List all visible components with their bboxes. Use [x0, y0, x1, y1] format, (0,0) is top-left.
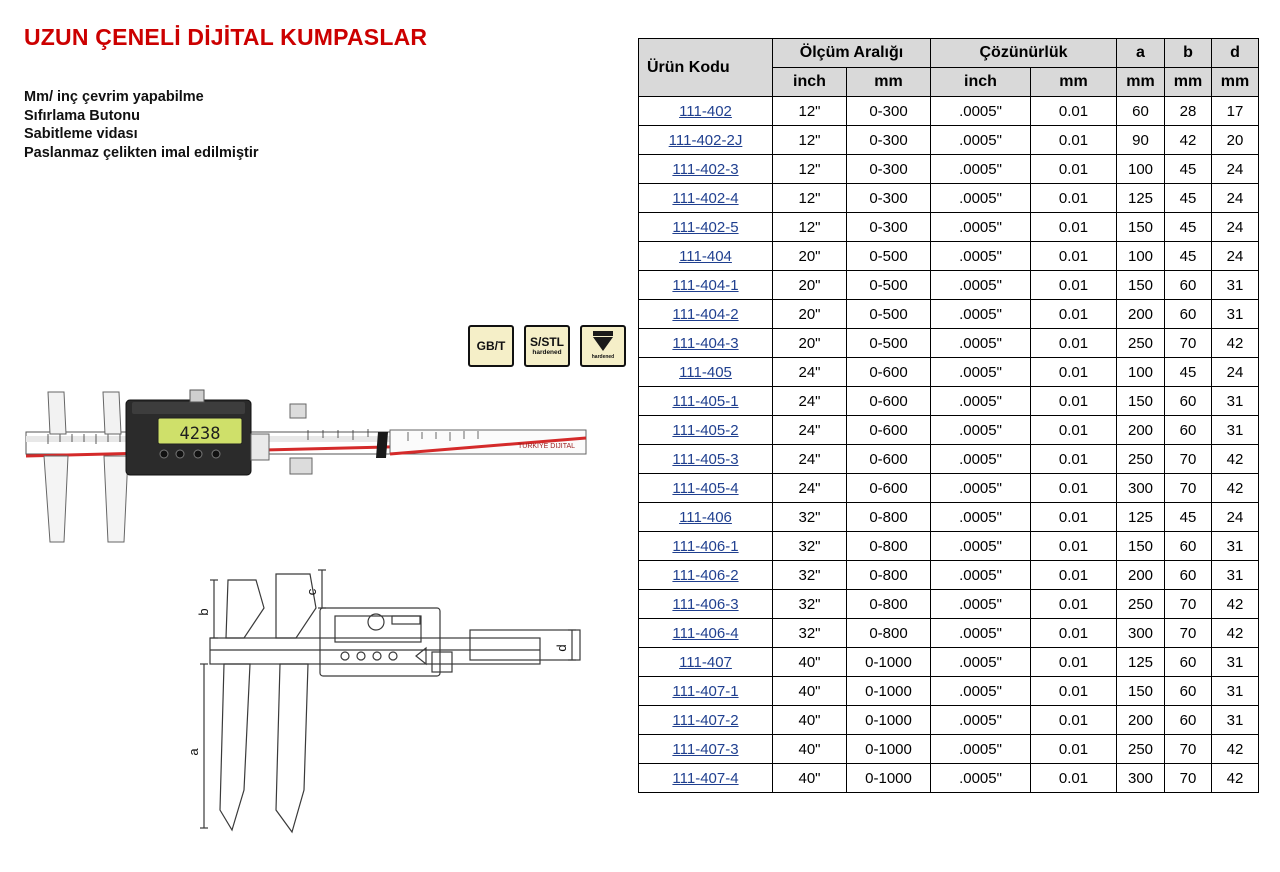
cell-dim-a: 300	[1117, 474, 1165, 503]
cell-dim-d: 42	[1212, 735, 1259, 764]
cell-dim-b: 70	[1165, 764, 1212, 793]
specification-table	[638, 38, 1259, 793]
cell-dim-a: 300	[1117, 764, 1165, 793]
cell-resolution-inch: .0005"	[931, 648, 1031, 677]
cell-dim-b: 60	[1165, 677, 1212, 706]
cell-resolution-inch: .0005"	[931, 242, 1031, 271]
cell-product-code[interactable]: 111-402	[639, 97, 773, 126]
cell-dim-d: 31	[1212, 271, 1259, 300]
cell-product-code[interactable]: 111-407	[639, 648, 773, 677]
cell-dim-d: 24	[1212, 213, 1259, 242]
cell-dim-a: 100	[1117, 155, 1165, 184]
cell-product-code[interactable]: 111-404-1	[639, 271, 773, 300]
cell-dim-a: 200	[1117, 706, 1165, 735]
badge-stainless-label: S/STL	[529, 334, 564, 349]
cell-resolution-inch: .0005"	[931, 619, 1031, 648]
cell-dim-b: 60	[1165, 271, 1212, 300]
cell-range-mm: 0-800	[847, 532, 931, 561]
cell-dim-d: 17	[1212, 97, 1259, 126]
cell-dim-d: 31	[1212, 648, 1259, 677]
cell-range-mm: 0-500	[847, 300, 931, 329]
cell-product-code[interactable]: 111-406-4	[639, 619, 773, 648]
cell-range-inch: 12"	[773, 184, 847, 213]
table-row	[639, 126, 1259, 155]
cell-resolution-mm: 0.01	[1031, 474, 1117, 503]
feature-item: Sıfırlama Butonu	[24, 107, 141, 124]
cell-product-code[interactable]: 111-405-4	[639, 474, 773, 503]
cell-range-inch: 12"	[773, 97, 847, 126]
cell-dim-a: 100	[1117, 242, 1165, 271]
cell-dim-d: 20	[1212, 126, 1259, 155]
badge-stainless-icon	[524, 325, 570, 367]
cell-dim-a: 250	[1117, 329, 1165, 358]
cell-dim-b: 70	[1165, 735, 1212, 764]
cell-dim-a: 200	[1117, 300, 1165, 329]
cell-range-inch: 20"	[773, 242, 847, 271]
cell-dim-d: 24	[1212, 358, 1259, 387]
cell-resolution-inch: .0005"	[931, 590, 1031, 619]
cell-range-inch: 24"	[773, 416, 847, 445]
table-header-row-group	[639, 39, 1259, 68]
table-row	[639, 532, 1259, 561]
certification-badges	[468, 325, 626, 367]
cell-dim-d: 42	[1212, 619, 1259, 648]
cell-dim-a: 60	[1117, 97, 1165, 126]
cell-resolution-mm: 0.01	[1031, 271, 1117, 300]
cell-dim-b: 70	[1165, 329, 1212, 358]
cell-dim-a: 150	[1117, 532, 1165, 561]
cell-range-inch: 40"	[773, 677, 847, 706]
cell-resolution-mm: 0.01	[1031, 503, 1117, 532]
table-row	[639, 619, 1259, 648]
cell-dim-b: 60	[1165, 648, 1212, 677]
cell-range-inch: 24"	[773, 445, 847, 474]
table-row	[639, 445, 1259, 474]
cell-dim-a: 250	[1117, 735, 1165, 764]
cell-range-mm: 0-500	[847, 329, 931, 358]
cell-dim-b: 60	[1165, 416, 1212, 445]
cell-resolution-mm: 0.01	[1031, 619, 1117, 648]
table-row	[639, 184, 1259, 213]
cell-range-mm: 0-800	[847, 503, 931, 532]
cell-dim-a: 150	[1117, 271, 1165, 300]
cell-range-mm: 0-1000	[847, 764, 931, 793]
cell-dim-b: 60	[1165, 300, 1212, 329]
cell-resolution-mm: 0.01	[1031, 590, 1117, 619]
cell-range-mm: 0-300	[847, 126, 931, 155]
cell-range-mm: 0-800	[847, 619, 931, 648]
table-row	[639, 648, 1259, 677]
cell-dim-b: 45	[1165, 503, 1212, 532]
table-row	[639, 242, 1259, 271]
cell-resolution-inch: .0005"	[931, 474, 1031, 503]
cell-product-code[interactable]: 111-405-2	[639, 416, 773, 445]
cell-product-code[interactable]: 111-405-3	[639, 445, 773, 474]
header-d-unit: mm	[1212, 68, 1259, 97]
cell-dim-b: 60	[1165, 706, 1212, 735]
cell-range-mm: 0-1000	[847, 677, 931, 706]
cell-range-inch: 12"	[773, 155, 847, 184]
cell-resolution-mm: 0.01	[1031, 648, 1117, 677]
cell-range-mm: 0-300	[847, 213, 931, 242]
table-row	[639, 358, 1259, 387]
cell-dim-d: 42	[1212, 590, 1259, 619]
product-info-panel	[0, 0, 630, 872]
cell-dim-a: 125	[1117, 184, 1165, 213]
dimension-label-d: d	[554, 644, 569, 652]
cell-dim-b: 60	[1165, 387, 1212, 416]
cell-range-mm: 0-500	[847, 271, 931, 300]
cell-dim-d: 42	[1212, 445, 1259, 474]
cell-product-code[interactable]: 111-402-3	[639, 155, 773, 184]
cell-dim-a: 90	[1117, 126, 1165, 155]
cell-dim-d: 24	[1212, 242, 1259, 271]
header-measuring-range: Ölçüm Aralığı	[773, 39, 931, 68]
table-row	[639, 735, 1259, 764]
table-row	[639, 97, 1259, 126]
table-row	[639, 271, 1259, 300]
page-title: UZUN ÇENELİ DİJİTAL KUMPASLAR	[24, 24, 428, 50]
cell-resolution-inch: .0005"	[931, 329, 1031, 358]
cell-range-inch: 32"	[773, 619, 847, 648]
cell-range-inch: 24"	[773, 474, 847, 503]
cell-dim-d: 42	[1212, 474, 1259, 503]
cell-dim-b: 28	[1165, 97, 1212, 126]
cell-dim-d: 42	[1212, 764, 1259, 793]
header-a-unit: mm	[1117, 68, 1165, 97]
cell-resolution-mm: 0.01	[1031, 416, 1117, 445]
cell-product-code[interactable]: 111-404-3	[639, 329, 773, 358]
cell-resolution-mm: 0.01	[1031, 387, 1117, 416]
cell-dim-a: 100	[1117, 358, 1165, 387]
cell-product-code[interactable]: 111-407-4	[639, 764, 773, 793]
cell-dim-a: 125	[1117, 503, 1165, 532]
cell-resolution-mm: 0.01	[1031, 764, 1117, 793]
cell-resolution-mm: 0.01	[1031, 532, 1117, 561]
cell-resolution-inch: .0005"	[931, 126, 1031, 155]
cell-product-code[interactable]: 111-405	[639, 358, 773, 387]
cell-dim-a: 150	[1117, 677, 1165, 706]
svg-text:TURKIYE DIJITAL: TURKIYE DIJITAL	[518, 443, 576, 450]
cell-dim-d: 24	[1212, 155, 1259, 184]
feature-item: Mm/ inç çevrim yapabilme	[24, 89, 204, 105]
cell-resolution-inch: .0005"	[931, 677, 1031, 706]
cell-resolution-inch: .0005"	[931, 271, 1031, 300]
cell-resolution-mm: 0.01	[1031, 445, 1117, 474]
table-row	[639, 474, 1259, 503]
cell-dim-d: 31	[1212, 416, 1259, 445]
cell-dim-b: 45	[1165, 358, 1212, 387]
cell-resolution-inch: .0005"	[931, 561, 1031, 590]
cell-range-mm: 0-1000	[847, 648, 931, 677]
cell-range-inch: 40"	[773, 706, 847, 735]
cell-range-mm: 0-600	[847, 387, 931, 416]
cell-dim-a: 150	[1117, 213, 1165, 242]
cell-range-mm: 0-1000	[847, 735, 931, 764]
cell-resolution-inch: .0005"	[931, 735, 1031, 764]
cell-dim-d: 31	[1212, 677, 1259, 706]
badge-diamond-icon	[580, 325, 626, 367]
table-row	[639, 561, 1259, 590]
cell-dim-d: 31	[1212, 387, 1259, 416]
cell-resolution-inch: .0005"	[931, 358, 1031, 387]
cell-resolution-inch: .0005"	[931, 300, 1031, 329]
header-product-code: Ürün Kodu	[639, 39, 773, 97]
cell-resolution-mm: 0.01	[1031, 242, 1117, 271]
cell-resolution-inch: .0005"	[931, 445, 1031, 474]
cell-range-inch: 20"	[773, 329, 847, 358]
cell-resolution-inch: .0005"	[931, 503, 1031, 532]
cell-dim-b: 45	[1165, 184, 1212, 213]
cell-dim-d: 31	[1212, 561, 1259, 590]
cell-range-inch: 24"	[773, 358, 847, 387]
cell-resolution-mm: 0.01	[1031, 97, 1117, 126]
header-res-mm: mm	[1031, 68, 1117, 97]
cell-range-mm: 0-500	[847, 242, 931, 271]
cell-range-mm: 0-800	[847, 590, 931, 619]
cell-range-inch: 32"	[773, 532, 847, 561]
cell-resolution-inch: .0005"	[931, 155, 1031, 184]
cell-dim-a: 200	[1117, 416, 1165, 445]
badge-diamond-sub: hardened	[591, 354, 615, 360]
cell-dim-b: 45	[1165, 155, 1212, 184]
table-row	[639, 677, 1259, 706]
feature-item: Sabitleme vidası	[24, 126, 138, 142]
cell-resolution-mm: 0.01	[1031, 677, 1117, 706]
cell-dim-d: 24	[1212, 503, 1259, 532]
feature-list	[24, 88, 259, 162]
cell-resolution-inch: .0005"	[931, 184, 1031, 213]
table-row	[639, 590, 1259, 619]
header-dim-b: b	[1165, 39, 1212, 68]
table-row	[639, 503, 1259, 532]
cell-product-code[interactable]: 111-404	[639, 242, 773, 271]
cell-dim-d: 31	[1212, 706, 1259, 735]
cell-range-inch: 32"	[773, 503, 847, 532]
cell-dim-d: 31	[1212, 300, 1259, 329]
header-dim-a: a	[1117, 39, 1165, 68]
header-dim-d: d	[1212, 39, 1259, 68]
header-range-inch: inch	[773, 68, 847, 97]
table-row	[639, 329, 1259, 358]
cell-resolution-mm: 0.01	[1031, 184, 1117, 213]
cell-dim-a: 300	[1117, 619, 1165, 648]
table-row	[639, 706, 1259, 735]
table-row	[639, 155, 1259, 184]
cell-dim-d: 31	[1212, 532, 1259, 561]
cell-dim-a: 125	[1117, 648, 1165, 677]
cell-range-mm: 0-300	[847, 184, 931, 213]
cell-product-code[interactable]: 111-406	[639, 503, 773, 532]
header-range-mm: mm	[847, 68, 931, 97]
cell-resolution-mm: 0.01	[1031, 126, 1117, 155]
cell-dim-b: 60	[1165, 532, 1212, 561]
cell-resolution-mm: 0.01	[1031, 213, 1117, 242]
cell-range-inch: 32"	[773, 590, 847, 619]
header-res-inch: inch	[931, 68, 1031, 97]
cell-product-code[interactable]: 111-407-1	[639, 677, 773, 706]
cell-resolution-inch: .0005"	[931, 532, 1031, 561]
badge-gbt-label: GB/T	[476, 338, 506, 353]
caliper-product-photo	[8, 372, 608, 572]
cell-product-code[interactable]: 111-402-5	[639, 213, 773, 242]
dimension-label-c: c	[304, 588, 319, 596]
cell-range-inch: 40"	[773, 735, 847, 764]
cell-resolution-mm: 0.01	[1031, 561, 1117, 590]
cell-resolution-inch: .0005"	[931, 416, 1031, 445]
cell-dim-b: 70	[1165, 619, 1212, 648]
cell-dim-a: 150	[1117, 387, 1165, 416]
cell-resolution-mm: 0.01	[1031, 329, 1117, 358]
cell-product-code[interactable]: 111-402-2J	[639, 126, 773, 155]
cell-dim-b: 42	[1165, 126, 1212, 155]
badge-gbt-icon	[468, 325, 514, 367]
cell-resolution-inch: .0005"	[931, 97, 1031, 126]
cell-product-code[interactable]: 111-406-3	[639, 590, 773, 619]
cell-range-inch: 40"	[773, 764, 847, 793]
specification-table-container	[638, 38, 1258, 793]
table-row	[639, 764, 1259, 793]
cell-range-inch: 20"	[773, 271, 847, 300]
cell-range-mm: 0-600	[847, 358, 931, 387]
cell-dim-b: 70	[1165, 474, 1212, 503]
table-row	[639, 213, 1259, 242]
badge-stainless-sub: hardened	[532, 348, 562, 356]
cell-dim-d: 42	[1212, 329, 1259, 358]
dimension-label-a: a	[186, 748, 201, 756]
cell-product-code[interactable]: 111-402-4	[639, 184, 773, 213]
cell-dim-a: 250	[1117, 445, 1165, 474]
cell-dim-a: 250	[1117, 590, 1165, 619]
table-row	[639, 416, 1259, 445]
feature-item: Paslanmaz çelikten imal edilmiştir	[24, 144, 259, 161]
cell-product-code[interactable]: 111-404-2	[639, 300, 773, 329]
cell-resolution-mm: 0.01	[1031, 300, 1117, 329]
cell-dim-b: 70	[1165, 445, 1212, 474]
cell-resolution-mm: 0.01	[1031, 358, 1117, 387]
cell-resolution-mm: 0.01	[1031, 735, 1117, 764]
cell-dim-d: 24	[1212, 184, 1259, 213]
cell-resolution-mm: 0.01	[1031, 706, 1117, 735]
diamond-top-icon	[593, 331, 613, 336]
cell-resolution-inch: .0005"	[931, 213, 1031, 242]
cell-range-mm: 0-1000	[847, 706, 931, 735]
diamond-bottom-icon	[593, 337, 613, 351]
cell-range-mm: 0-600	[847, 445, 931, 474]
lcd-reading: 4238	[179, 424, 221, 444]
cell-product-code[interactable]: 111-405-1	[639, 387, 773, 416]
cell-range-inch: 12"	[773, 213, 847, 242]
cell-product-code[interactable]: 111-406-2	[639, 561, 773, 590]
header-resolution: Çözünürlük	[931, 39, 1117, 68]
header-b-unit: mm	[1165, 68, 1212, 97]
cell-range-mm: 0-800	[847, 561, 931, 590]
cell-range-mm: 0-300	[847, 97, 931, 126]
cell-product-code[interactable]: 111-407-3	[639, 735, 773, 764]
cell-dim-b: 45	[1165, 242, 1212, 271]
cell-dim-b: 60	[1165, 561, 1212, 590]
cell-range-mm: 0-300	[847, 155, 931, 184]
dimension-label-b: b	[196, 608, 211, 616]
cell-resolution-mm: 0.01	[1031, 155, 1117, 184]
cell-range-inch: 24"	[773, 387, 847, 416]
caliper-technical-drawing	[180, 560, 600, 860]
cell-resolution-inch: .0005"	[931, 387, 1031, 416]
cell-range-inch: 20"	[773, 300, 847, 329]
cell-resolution-inch: .0005"	[931, 706, 1031, 735]
cell-range-mm: 0-600	[847, 474, 931, 503]
cell-range-inch: 32"	[773, 561, 847, 590]
cell-range-mm: 0-600	[847, 416, 931, 445]
cell-range-inch: 12"	[773, 126, 847, 155]
cell-dim-a: 200	[1117, 561, 1165, 590]
cell-dim-b: 70	[1165, 590, 1212, 619]
cell-range-inch: 40"	[773, 648, 847, 677]
table-row	[639, 300, 1259, 329]
cell-product-code[interactable]: 111-406-1	[639, 532, 773, 561]
cell-product-code[interactable]: 111-407-2	[639, 706, 773, 735]
cell-dim-b: 45	[1165, 213, 1212, 242]
table-row	[639, 387, 1259, 416]
cell-resolution-inch: .0005"	[931, 764, 1031, 793]
